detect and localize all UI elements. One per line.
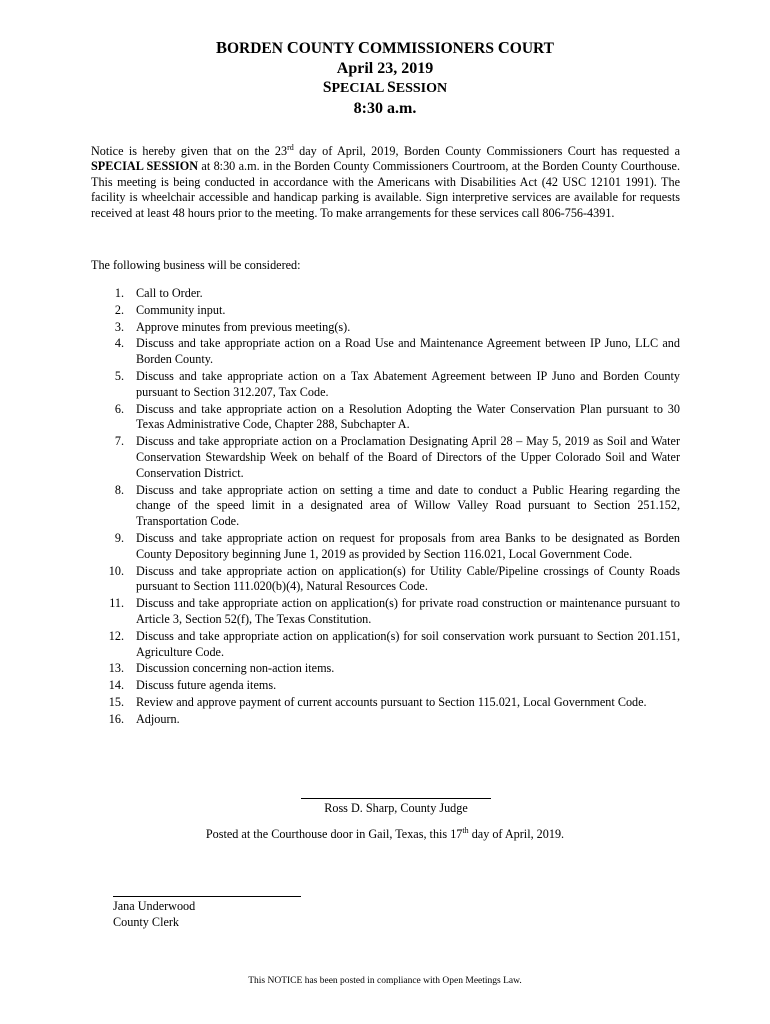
notice-paragraph: Notice is hereby given that on the 23rd day of April, 2019, Borden County Commissioners Court has requested a SPECIAL SESSION at 8:30 a.m. in the Borden County Commissioners Courtroom, at the Borden County Courthouse. This meeting is being conducted in accordance with the Americans with Disabilities Act (42 USC 12101 1991). The facility is wheelchair accessible and handicap parking is available. Sign interpretive services are available for requests received at least 48 hours prior to the meeting. To make arrangements for these services call 806-756-4391. [91, 142, 680, 220]
agenda-list [91, 286, 680, 729]
agenda-item: 13. Discussion concerning non-action items. [108, 661, 335, 676]
document-header [0, 38, 770, 118]
agenda-item: 4. Discuss and take appropriate action on a Road Use and Maintenance Agreement between IP Juno, LLC and Borden County. [114, 336, 680, 367]
compliance-footer: This NOTICE has been posted in compliance with Open Meetings Law. [248, 976, 522, 986]
posting-statement: Posted at the Courthouse door in Gail, Texas, this 17th day of April, 2019. [205, 825, 565, 841]
session-type: SPECIAL SESSION [322, 79, 448, 96]
judge-signature-name: Ross D. Sharp, County Judge [324, 801, 468, 815]
agenda-item: 15. Review and approve payment of current accounts pursuant to Section 115.021, Local Government Code. [108, 694, 647, 709]
clerk-signature-line [113, 896, 301, 897]
clerk-signature-block [113, 899, 195, 930]
agenda-item: 9. Discuss and take appropriate action on request for proposals from area Banks to be designated as Borden County Depository beginning June 1, 2019 as provided by Section 116.021, Local Government Code. [114, 530, 680, 561]
agenda-item: 16. Adjourn. [108, 711, 180, 726]
agenda-item: 10. Discuss and take appropriate action on application(s) for Utility Cable/Pipeline crossings of County Roads pursuant to Section 111.020(b)(4), Natural Resources Code. [108, 563, 680, 594]
document-title: BORDEN COUNTY COMMISSIONERS COURT [215, 38, 555, 57]
meeting-date: April 23, 2019 [336, 59, 434, 77]
agenda-item: 3. Approve minutes from previous meeting(s). [114, 319, 351, 334]
agenda-item: 7. Discuss and take appropriate action on a Proclamation Designating April 28 – May 5, 2019 as Soil and Water Conservation Stewardship Week on behalf of the Board of Directors of the Upper Colorado Soil and Water Conservation District. [114, 434, 680, 480]
agenda-item: 14. Discuss future agenda items. [108, 678, 277, 693]
agenda-item: 1. Call to Order. [114, 286, 203, 300]
agenda-item: 5. Discuss and take appropriate action on a Tax Abatement Agreement between IP Juno and Borden County pursuant to Section 312.207, Tax Code. [114, 368, 680, 399]
meeting-time: 8:30 a.m. [353, 99, 417, 117]
clerk-title: County Clerk [113, 914, 180, 929]
agenda-intro: The following business will be considered: [91, 258, 301, 272]
judge-signature-line [301, 798, 491, 799]
agenda-item: 11. Discuss and take appropriate action on application(s) for private road construction or maintenance pursuant to Article 3, Section 52(f), The Texas Constitution. [109, 596, 680, 626]
agenda-item: 8. Discuss and take appropriate action on setting a time and date to conduct a Public Hearing regarding the change of the speed limit in a designated area of Willow Valley Road pursuant to Section 251.152, Transportation Code. [114, 482, 680, 529]
agenda-item: 2. Community input. [114, 302, 226, 317]
agenda-item: 6. Discuss and take appropriate action on a Resolution Adopting the Water Conservation Plan pursuant to 30 Texas Administrative Code, Chapter 288, Subchapter A. [114, 401, 680, 432]
clerk-name: Jana Underwood [113, 899, 196, 913]
agenda-item: 12. Discuss and take appropriate action on application(s) for soil conservation work pursuant to Section 201.151, Agriculture Code. [108, 628, 680, 659]
